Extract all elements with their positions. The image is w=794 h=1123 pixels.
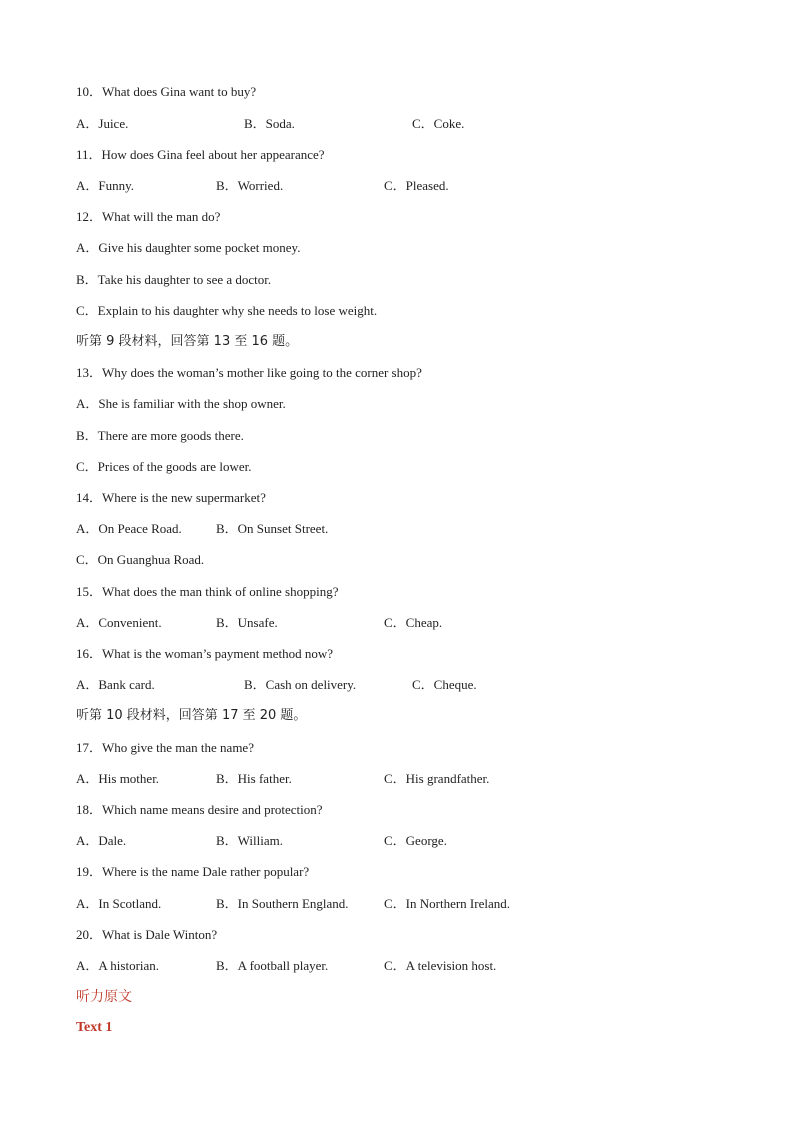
- option-18b: B．William.: [216, 833, 283, 848]
- option-14c: C．On Guanghua Road.: [76, 552, 205, 567]
- option-20b: B．A football player.: [216, 958, 329, 973]
- transcript-heading: 听力原文: [76, 989, 132, 1005]
- section-9-instruction: 听第 9 段材料，回答第 13 至 16 题。: [76, 334, 299, 349]
- option-20c: C．A television host.: [384, 958, 497, 973]
- question-19: 19．Where is the name Dale rather popular?: [76, 864, 310, 879]
- question-16: 16．What is the woman’s payment method now?: [76, 646, 334, 661]
- text1-heading: Text 1: [76, 1020, 113, 1035]
- question-10: 10．What does Gina want to buy?: [76, 84, 257, 99]
- option-18c: C．George.: [384, 833, 447, 848]
- option-19b: B．In Southern England.: [216, 896, 349, 911]
- option-12b: B．Take his daughter to see a doctor.: [76, 272, 272, 287]
- option-13a: A．She is familiar with the shop owner.: [76, 396, 286, 411]
- option-12c: C．Explain to his daughter why she needs to lose weight.: [76, 303, 378, 318]
- question-13: 13．Why does the woman’s mother like going to the corner shop?: [76, 365, 422, 380]
- question-18: 18．Which name means desire and protection?: [76, 802, 323, 817]
- option-11b: B．Worried.: [216, 178, 284, 193]
- option-17a: A．His mother.: [76, 771, 160, 786]
- option-14a: A．On Peace Road.: [76, 521, 182, 536]
- question-17: 17．Who give the man the name?: [76, 740, 254, 755]
- option-13c: C．Prices of the goods are lower.: [76, 459, 252, 474]
- option-15c: C．Cheap.: [384, 615, 443, 630]
- option-13b: B．There are more goods there.: [76, 428, 244, 443]
- question-12: 12．What will the man do?: [76, 209, 221, 224]
- option-16c: C．Cheque.: [412, 677, 477, 692]
- option-17b: B．His father.: [216, 771, 292, 786]
- question-20: 20．What is Dale Winton?: [76, 927, 218, 942]
- option-12a: A．Give his daughter some pocket money.: [76, 240, 301, 255]
- question-15: 15．What does the man think of online shopping?: [76, 584, 339, 599]
- option-10a: A．Juice.: [76, 116, 129, 131]
- option-19a: A．In Scotland.: [76, 896, 162, 911]
- option-15a: A．Convenient.: [76, 615, 162, 630]
- question-14: 14．Where is the new supermarket?: [76, 490, 266, 505]
- option-11a: A．Funny.: [76, 178, 135, 193]
- option-10b: B．Soda.: [244, 116, 295, 131]
- option-15b: B．Unsafe.: [216, 615, 278, 630]
- section-10-instruction: 听第 10 段材料，回答第 17 至 20 题。: [76, 708, 307, 723]
- option-10c: C．Coke.: [412, 116, 465, 131]
- option-14b: B．On Sunset Street.: [216, 521, 329, 536]
- option-16b: B．Cash on delivery.: [244, 677, 357, 692]
- option-18a: A．Dale.: [76, 833, 127, 848]
- option-11c: C．Pleased.: [384, 178, 449, 193]
- option-17c: C．His grandfather.: [384, 771, 490, 786]
- option-19c: C．In Northern Ireland.: [384, 896, 510, 911]
- option-16a: A．Bank card.: [76, 677, 155, 692]
- option-20a: A．A historian.: [76, 958, 160, 973]
- question-11: 11．How does Gina feel about her appearance?: [76, 147, 325, 162]
